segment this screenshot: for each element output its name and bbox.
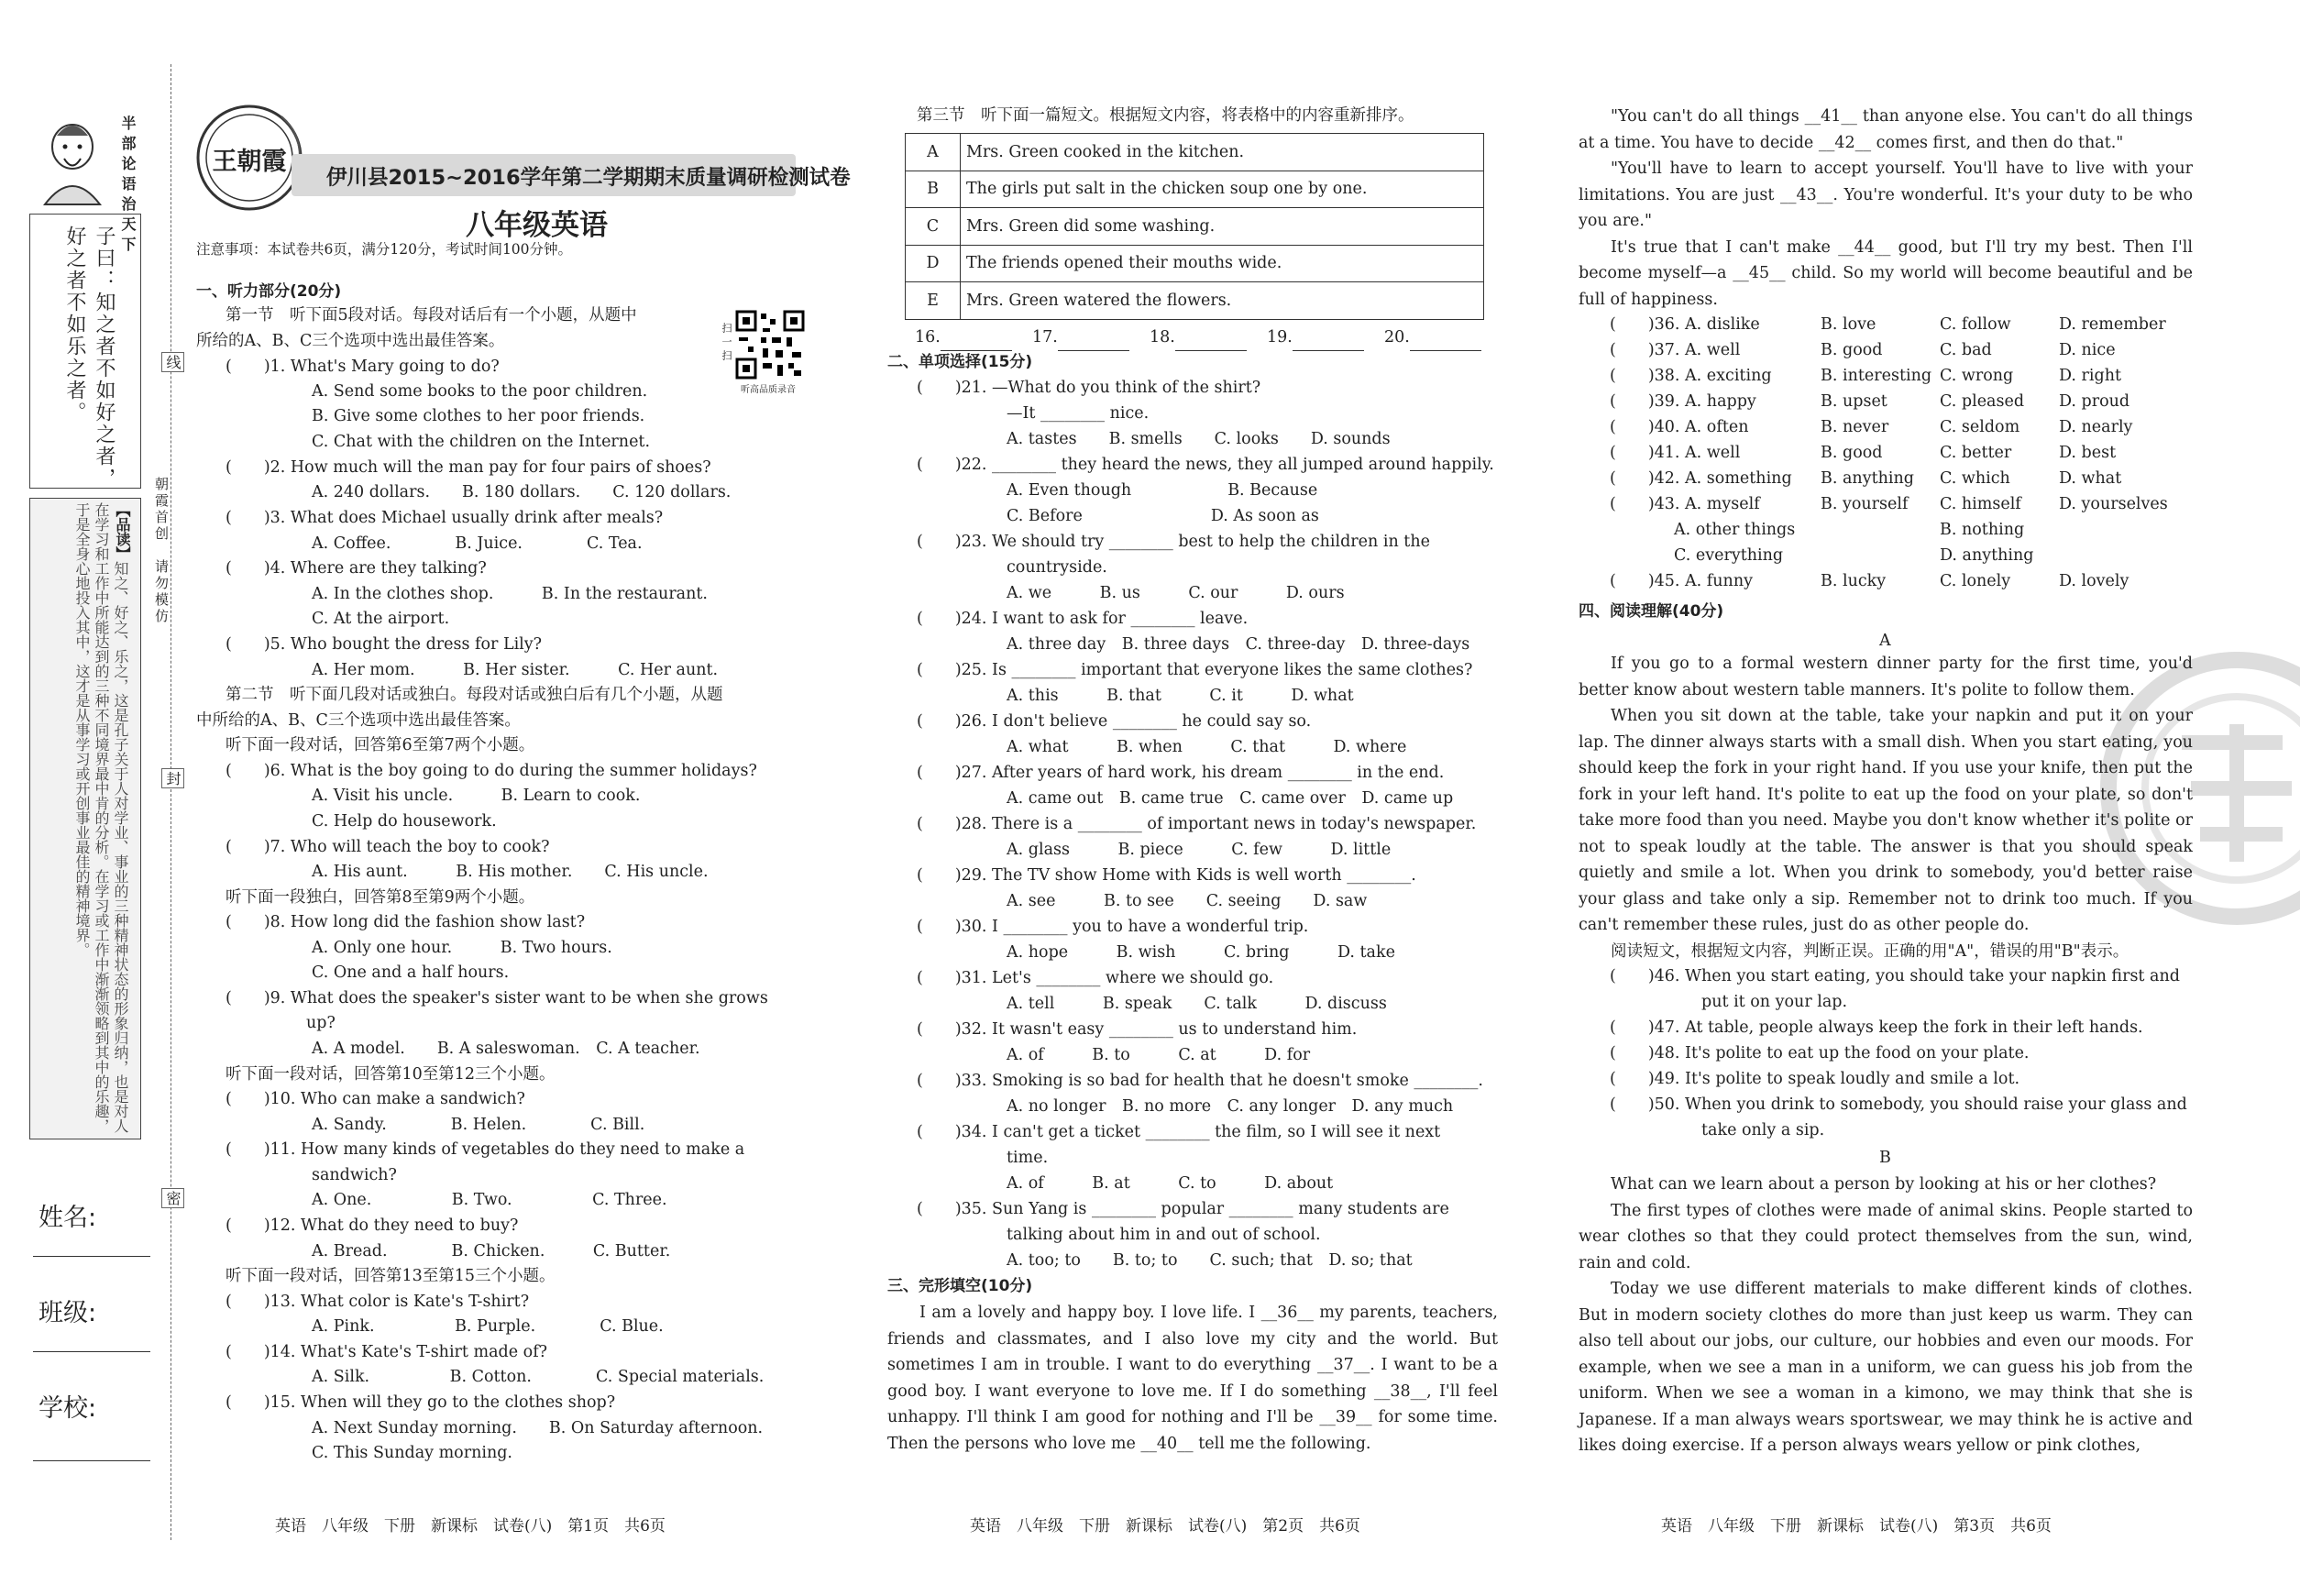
question: —It ________ nice. (1007, 404, 1150, 423)
option: A. Send some books to the poor children. (312, 382, 648, 401)
p1-line: 第一节 听下面5段对话。每段对话后有一个小题，从题中 (226, 306, 637, 325)
table-cell: Mrs. Green watered the flowers. (961, 282, 1484, 320)
option: A. Bread. B. Chicken. C. Butter. (312, 1242, 671, 1260)
option: A. Her mom. B. Her sister. C. Her aunt. (312, 661, 719, 679)
section-cloze-title: 三、完形填空(10分) (887, 1277, 1033, 1295)
question: ( )35. Sun Yang is ________ popular ________ many students are (917, 1200, 1449, 1218)
cloze-option: B. good (1821, 444, 1883, 462)
tf-question: ( )48. It's polite to eat up the food on your plate. (1610, 1044, 2030, 1062)
option: C. One and a half hours. (312, 963, 510, 982)
quote-line-2: 好之者不如乐之者。 (63, 226, 86, 424)
option: A. Silk. B. Cotton. C. Special materials. (312, 1368, 765, 1386)
cloze-paragraph: It's true that I can't make __44__ good, but I'll try my best. Then I'll become myself—a __45__ child. So my world will become beautiful and be full of happiness. (1579, 237, 2193, 309)
question: ( )10. Who can make a sandwich? (226, 1090, 525, 1108)
option: A. came out B. came true C. came over D. came up (1007, 789, 1454, 808)
fold-mark-1: 线 (161, 352, 184, 372)
option: A. this B. that C. it D. what (1007, 687, 1354, 705)
cloze-option-row: ( )41. A. well (1610, 444, 1741, 462)
option: A. Pink. B. Purple. C. Blue. (312, 1317, 664, 1336)
page-footer-2: 英语 八年级 下册 新课标 试卷(八) 第2页 共6页 (970, 1517, 1360, 1535)
tf-question: ( )49. It's polite to speak loudly and smile a lot. (1610, 1070, 2020, 1088)
table-cell: The friends opened their mouths wide. (961, 245, 1484, 282)
question: ( )6. What is the boy going to do during the summer holidays? (226, 762, 757, 780)
blank-number: 20. (1384, 328, 1410, 347)
option: A. Even though B. Because (1007, 481, 1318, 500)
tf-instruction: 阅读短文，根据短文内容，判断正误。正确的用"A"，错误的用"B"表示。 (1611, 941, 2129, 961)
cloze-option: D. nice (2059, 341, 2116, 359)
cloze-option: D. remember (2059, 315, 2166, 334)
question: ( )14. What's Kate's T-shirt made of? (226, 1343, 548, 1361)
question: up? (306, 1014, 336, 1032)
cloze-option: C. pleased (1940, 392, 2025, 411)
option: A. what B. when C. that D. where (1007, 738, 1407, 756)
order-table (905, 133, 1484, 320)
table-key: C (906, 208, 961, 246)
cloze-option: C. lonely (1940, 572, 2011, 590)
cloze-option-row: ( )42. A. something (1610, 469, 1792, 488)
passage-b (1579, 1172, 2193, 1459)
name-field[interactable] (33, 1256, 150, 1257)
fold-mark-3: 密 (161, 1188, 184, 1208)
cloze-option: C. himself (1940, 495, 2021, 513)
confucius-illustration (31, 108, 114, 209)
cloze-option: D. right (2059, 367, 2122, 385)
cloze-option: D. anything (1940, 546, 2034, 565)
logo-text: 王朝霞 (212, 148, 287, 176)
cloze-option-row: A. other things (1610, 521, 1796, 539)
order-blank-16[interactable] (915, 325, 1012, 351)
option: A. His aunt. B. His mother. C. His uncle. (312, 863, 709, 881)
brand-side-text: 朝霞首创 请勿模仿 (153, 477, 170, 625)
question: ( )5. Who bought the dress for Lily? (226, 635, 543, 654)
cloze-option-row: ( )40. A. often (1610, 418, 1749, 436)
qr-caption: 听高品质录音 (741, 385, 796, 395)
question: sandwich? (312, 1166, 397, 1184)
question: ( )29. The TV show Home with Kids is well worth ________. (917, 866, 1416, 885)
table-row (906, 282, 1484, 320)
question: ( )30. I ________ you to have a wonderful trip. (917, 918, 1309, 936)
page-footer-3: 英语 八年级 下册 新课标 试卷(八) 第3页 共6页 (1661, 1517, 2052, 1535)
option: A. we B. us C. our D. ours (1007, 584, 1345, 602)
question: ( )25. Is ________ important that everyone likes the same clothes? (917, 661, 1473, 679)
cloze-option-row: ( )43. A. myself (1610, 495, 1760, 513)
question: ( )3. What does Michael usually drink after meals? (226, 509, 664, 527)
table-cell: Mrs. Green did some washing. (961, 208, 1484, 246)
cloze-passage-cont (1579, 104, 2193, 313)
option: A. no longer B. no more C. any longer D. any much (1007, 1097, 1454, 1116)
cloze-option: C. wrong (1940, 367, 2014, 385)
p1-line: 听下面一段对话，回答第6至第7两个小题。 (226, 736, 535, 754)
tf-question: ( )47. At table, people always keep the fork in their left hands. (1610, 1018, 2143, 1037)
option: A. In the clothes shop. B. In the restaurant. (312, 585, 708, 603)
question: ( )4. Where are they talking? (226, 559, 487, 578)
subject-title: 八年级英语 (466, 209, 608, 242)
option: A. three day B. three days C. three-day D. three-days (1007, 635, 1470, 654)
option: A. glass B. piece C. few D. little (1007, 841, 1392, 859)
option: A. see B. to see C. seeing D. saw (1007, 892, 1368, 910)
cloze-passage (887, 1300, 1498, 1457)
question: ( )15. When will they go to the clothes shop? (226, 1393, 616, 1412)
cloze-option: D. yourselves (2059, 495, 2168, 513)
blank-number: 19. (1267, 328, 1293, 347)
option: C. Before D. As soon as (1007, 507, 1319, 525)
option: A. Coffee. B. Juice. C. Tea. (312, 534, 643, 553)
cloze-option: C. bad (1940, 341, 1992, 359)
section-2-title: 二、单项选择(15分) (887, 353, 1033, 371)
question: ( )31. Let's ________ where we should go. (917, 969, 1274, 987)
cloze-option-row: ( )39. A. happy (1610, 392, 1756, 411)
question: ( )26. I don't believe ________ he could say so. (917, 712, 1312, 731)
question: ( )32. It wasn't easy ________ us to understand him. (917, 1020, 1358, 1039)
question: ( )23. We should try ________ best to help the children in the (917, 533, 1430, 551)
option: C. Help do housework. (312, 812, 497, 831)
cloze-option-row: C. everything (1610, 546, 1784, 565)
question: countryside. (1007, 558, 1107, 577)
passage-paragraph: If you go to a formal western dinner party for the first time, you'd better know about western table manners. It's polite to follow them. (1579, 655, 2193, 699)
question: ( )8. How long did the fashion show last? (226, 913, 586, 931)
reading-text: 知之、好之、乐之，这是孔子关于人对学业、事业的三种精神状态的形象归纳，也是对人在学习和工作中所能达到的三种不同境界最中肯的分析。在学习或工作中渐渐领略到其中的乐趣，于是全身心地投入其中，这才是从事学习或开创事业最佳的精神境界。 (73, 502, 129, 1133)
class-field[interactable] (33, 1351, 150, 1352)
table-row (906, 134, 1484, 171)
option: A. tell B. speak C. talk D. discuss (1007, 995, 1387, 1013)
option: A. One. B. Two. C. Three. (312, 1191, 667, 1209)
option: C. At the airport. (312, 610, 450, 628)
cloze-paragraph: "You'll have to learn to accept yourself. You'll have to live with your limitations. You are just __43__. You're wonderful. It's your duty to be who you are." (1579, 160, 2193, 230)
cloze-option: B. good (1821, 341, 1883, 359)
table-cell: The girls put salt in the chicken soup one by one. (961, 171, 1484, 208)
table-key: A (906, 134, 961, 171)
cloze-option: C. seldom (1940, 418, 2020, 436)
blank-number: 16. (915, 328, 941, 347)
order-blank-20[interactable] (1384, 325, 1481, 351)
cloze-option: D. best (2059, 444, 2117, 462)
tf-question: take only a sip. (1701, 1121, 1825, 1139)
passage-a (1579, 651, 2193, 964)
page-footer-1: 英语 八年级 下册 新课标 试卷(八) 第1页 共6页 (275, 1517, 666, 1535)
p1-line: 所给的A、B、C三个选项中选出最佳答案。 (196, 332, 505, 350)
cloze-option: B. never (1821, 418, 1889, 436)
question: ( )11. How many kinds of vegetables do they need to make a (226, 1140, 745, 1159)
cloze-option: B. upset (1821, 392, 1887, 411)
table-key: B (906, 171, 961, 208)
quote-line-1: 子曰：知之者不如好之者， (93, 226, 116, 490)
blank-number: 18. (1150, 328, 1175, 347)
question: ( )7. Who will teach the boy to cook? (226, 838, 550, 856)
question: ( )1. What's Mary going to do? (226, 358, 500, 376)
passage-paragraph: What can we learn about a person by looking at his or her clothes? (1611, 1175, 2157, 1194)
question: time. (1007, 1149, 1049, 1167)
option: A. Visit his uncle. B. Learn to cook. (312, 787, 641, 805)
section-1-title: 一、听力部分(20分) (196, 282, 342, 301)
question: ( )24. I want to ask for ________ leave. (917, 610, 1249, 628)
cloze-option: C. follow (1940, 315, 2011, 334)
option: C. Chat with the children on the Internet. (312, 433, 651, 451)
question: ( )21. —What do you think of the shirt? (917, 379, 1261, 397)
question: ( )9. What does the speaker's sister want to be when she grows (226, 989, 768, 1007)
exam-title: 伊川县2015~2016学年第二学期期末质量调研检测试卷 (326, 166, 851, 190)
question: ( )33. Smoking is so bad for health that he doesn't smoke ________. (917, 1072, 1483, 1090)
cloze-option: D. proud (2059, 392, 2130, 411)
name-label: 姓名: (39, 1204, 97, 1232)
cloze-option: D. what (2059, 469, 2122, 488)
p1-line: 听下面一段对话，回答第10至第12三个小题。 (226, 1065, 556, 1084)
option: B. Give some clothes to her poor friends. (312, 407, 645, 425)
question: ( )28. There is a ________ of important news in today's newspaper. (917, 815, 1477, 833)
tf-question: ( )50. When you drink to somebody, you should raise your glass and (1610, 1095, 2187, 1114)
option: A. hope B. wish C. bring D. take (1007, 943, 1395, 962)
question: ( )22. ________ they heard the news, they all jumped around happily. (917, 456, 1494, 474)
passage-b-label: B (1879, 1149, 1891, 1167)
cloze-option-row: ( )45. A. funny (1610, 572, 1753, 590)
exam-notice: 注意事项：本试卷共6页，满分120分，考试时间100分钟。 (196, 241, 573, 258)
p1-line: 听下面一段对话，回答第13至第15三个小题。 (226, 1267, 556, 1285)
table-row (906, 208, 1484, 246)
school-field[interactable] (33, 1460, 150, 1461)
sidebar-title: 半部论语治天下 (119, 116, 137, 257)
option: A. of B. to C. at D. for (1007, 1046, 1311, 1064)
cloze-option: B. love (1821, 315, 1876, 334)
section-3-title: 第三节 听下面一篇短文。根据短文内容，将表格中的内容重新排序。 (917, 106, 1414, 125)
passage-a-label: A (1879, 632, 1891, 650)
order-blank-19[interactable] (1267, 325, 1364, 351)
cloze-option: B. yourself (1821, 495, 1909, 513)
cloze-option-row: ( )37. A. well (1610, 341, 1741, 359)
school-label: 学校: (39, 1394, 97, 1423)
question: ( )13. What color is Kate's T-shirt? (226, 1293, 530, 1311)
question: ( )12. What do they need to buy? (226, 1216, 519, 1235)
question: ( )34. I can't get a ticket ________ the film, so I will see it next (917, 1123, 1441, 1141)
cloze-option-row: ( )38. A. exciting (1610, 367, 1772, 385)
option: A. Sandy. B. Helen. C. Bill. (312, 1116, 645, 1134)
table-cell: Mrs. Green cooked in the kitchen. (961, 134, 1484, 171)
brand-logo (194, 103, 304, 213)
cloze-paragraph: I am a lovely and happy boy. I love life. I __36__ my parents, teachers, friends and classmates, and I also love my city and the world. But sometimes I am in trouble. I want to do everything __37__. I want to be a good boy. I want everyone to love me. If I do something __38__, I'll feel unhappy. I'll think I am good for nothing and I'll be __39__ for some time. Then the persons who love me __40__ tell me the following. (887, 1304, 1498, 1453)
table-row (906, 171, 1484, 208)
cloze-option: D. lovely (2059, 572, 2129, 590)
cloze-option-row: ( )36. A. dislike (1610, 315, 1760, 334)
option: C. This Sunday morning. (312, 1444, 512, 1462)
option: A. tastes B. smells C. looks D. sounds (1007, 430, 1391, 448)
cloze-option: B. interesting (1821, 367, 1932, 385)
question: ( )2. How much will the man pay for four pairs of shoes? (226, 458, 711, 477)
order-blank-18[interactable] (1150, 325, 1247, 351)
blank-number: 17. (1032, 328, 1058, 347)
passage-paragraph: When you sit down at the table, take your napkin and put it on your lap. The dinner always starts with a small dish. When you start eating, you should keep the fork in your right hand. If you use your knife, then put the fork in your left hand. It's polite to eat up the food on your plate, so don't take more food than you need. Maybe you don't know whether it's polite or not to speak loudly at the table. The answer is that you should speak quietly and smile a lot. When you drink to somebody, you'd better raise your glass and take only a sip. Remember not to drink too much. If you can't remember these rules, just do as other people do. (1579, 707, 2193, 934)
reading-label: 【品读】 (114, 502, 131, 561)
option: A. too; to B. to; to C. such; that D. so; that (1007, 1251, 1413, 1270)
qr-code[interactable] (735, 310, 805, 380)
cloze-paragraph: "You can't do all things __41__ than anyone else. You can't do all things at a time. You have to decide __42__ comes first, and then do that." (1579, 107, 2193, 152)
p1-line: 第二节 听下面几段对话或独白。每段对话或独白后有几个小题，从题 (226, 686, 723, 704)
cloze-option: B. anything (1821, 469, 1914, 488)
passage-paragraph: Today we use different materials to make different kinds of clothes. But in modern society clothes do more than just keep us warm. They can also tell about our jobs, our culture, our hobbies and even our moods. For example, when we see a man in a uniform, we can guess his job from the uniform. When we see a woman in a kimono, we may think that she is Japanese. If a man always wears sportswear, we may think he is active and likes doing exercise. If a person always wears yellow or pink clothes, (1579, 1280, 2193, 1455)
option: A. Next Sunday morning. B. On Saturday afternoon. (312, 1419, 764, 1437)
question: ( )27. After years of hard work, his dream ________ in the end. (917, 764, 1445, 782)
cloze-option: C. better (1940, 444, 2012, 462)
tf-question: ( )46. When you start eating, you should take your napkin first and (1610, 967, 2180, 985)
option: A. of B. at C. to D. about (1007, 1174, 1334, 1193)
passage-paragraph: The first types of clothes were made of animal skins. People started to wear clothes so that they could protect themselves from the sun, wind, rain and cold. (1579, 1201, 2193, 1272)
qr-side-text: 扫一扫 (721, 323, 732, 364)
table-key: D (906, 245, 961, 282)
p1-line: 中所给的A、B、C三个选项中选出最佳答案。 (196, 711, 521, 730)
cloze-option: B. nothing (1940, 521, 2025, 539)
cloze-option: B. lucky (1821, 572, 1887, 590)
order-blank-17[interactable] (1032, 325, 1129, 351)
table-row (906, 245, 1484, 282)
sidebar (29, 108, 149, 1538)
p1-line: 听下面一段独白，回答第8至第9两个小题。 (226, 888, 535, 907)
option: A. Only one hour. B. Two hours. (312, 939, 612, 957)
question: talking about him in and out of school. (1007, 1226, 1321, 1244)
table-key: E (906, 282, 961, 320)
cloze-option: C. which (1940, 469, 2010, 488)
tf-question: put it on your lap. (1701, 993, 1848, 1011)
section-reading-title: 四、阅读理解(40分) (1579, 602, 1724, 621)
fold-mark-2: 封 (161, 768, 184, 788)
option: A. A model. B. A saleswoman. C. A teacher. (312, 1040, 700, 1058)
cloze-option: D. nearly (2059, 418, 2133, 436)
option: A. 240 dollars. B. 180 dollars. C. 120 dollars. (312, 483, 732, 501)
class-label: 班级: (39, 1299, 97, 1327)
